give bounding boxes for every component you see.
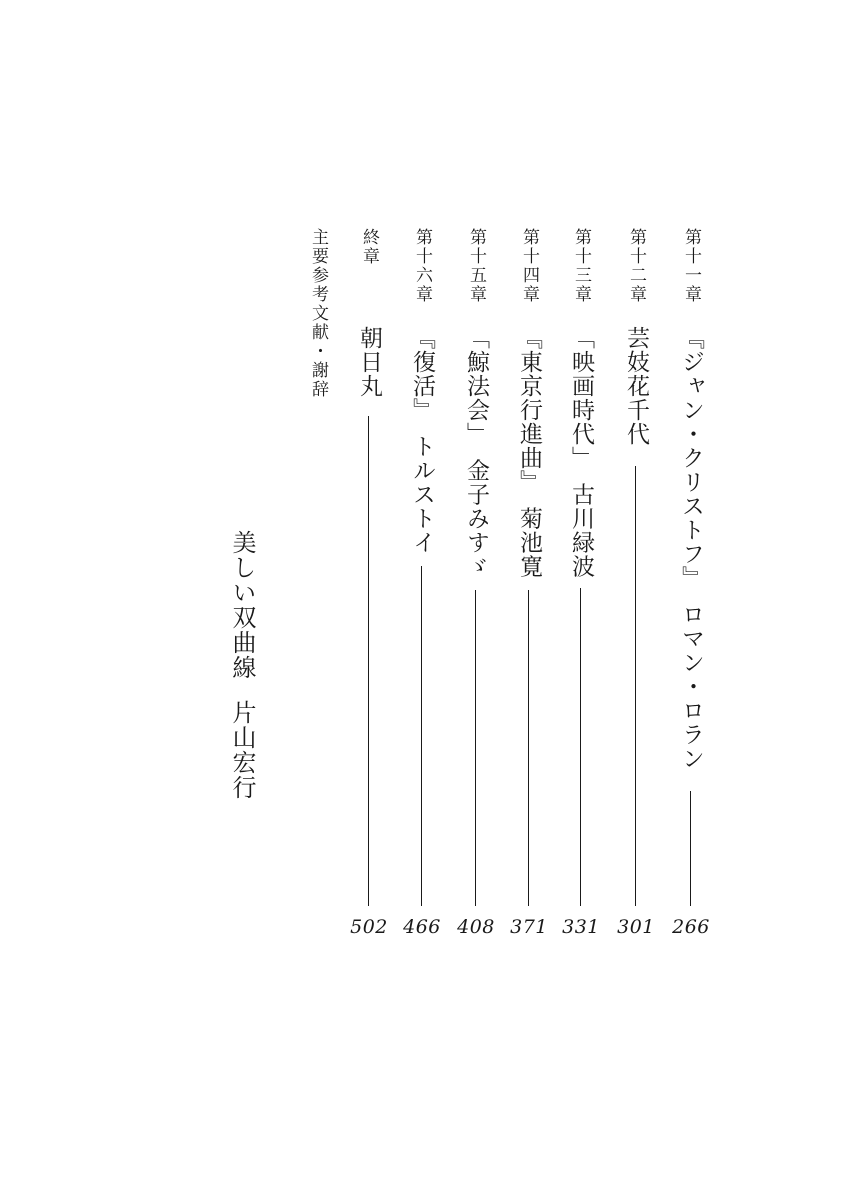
leader-line (635, 466, 636, 906)
leader-line (368, 416, 369, 906)
toc-entry[interactable] (509, 228, 549, 970)
page-number: 408 (457, 916, 495, 938)
chapter-label: 第十二章 (626, 228, 646, 304)
toc-entry[interactable] (456, 228, 496, 970)
entry-title: 芸妓花千代 (623, 326, 649, 446)
leader-line (475, 590, 476, 906)
essay-title: 美しい双曲線 (228, 530, 256, 680)
page-number: 466 (403, 916, 441, 938)
page-number: 502 (350, 916, 388, 938)
appendix-label[interactable]: 主要参考文献・謝辞 (308, 228, 328, 399)
toc-entry[interactable] (349, 228, 389, 970)
page-number: 331 (562, 916, 600, 938)
page-number: 266 (672, 916, 710, 938)
leader-line (528, 590, 529, 906)
chapter-label: 第十四章 (519, 228, 539, 304)
chapter-label: 第十三章 (571, 228, 591, 304)
toc-entry[interactable] (561, 228, 601, 970)
entry-title: 『復活』 トルストイ (409, 326, 435, 555)
essay-author: 片山宏行 (228, 700, 256, 800)
entry-title: 朝日丸 (356, 326, 382, 398)
entry-title: 「鯨法会」 金子みすゞ (463, 326, 489, 579)
entry-title: 「映画時代」 古川緑波 (568, 326, 594, 579)
leader-line (580, 588, 581, 906)
toc-entry[interactable] (671, 228, 711, 970)
toc-entry[interactable] (402, 228, 442, 970)
chapter-label: 第十五章 (466, 228, 486, 304)
toc-entry[interactable] (616, 228, 656, 970)
page-number: 301 (617, 916, 655, 938)
entry-title: 『ジャン・クリストフ』 ロマン・ロラン (678, 326, 704, 771)
chapter-label: 第十六章 (412, 228, 432, 304)
leader-line (421, 566, 422, 906)
page-number: 371 (510, 916, 548, 938)
chapter-label: 終章 (359, 228, 379, 266)
chapter-label: 第十一章 (681, 228, 701, 304)
entry-title: 『東京行進曲』 菊池寛 (516, 326, 542, 579)
leader-line (690, 791, 691, 906)
